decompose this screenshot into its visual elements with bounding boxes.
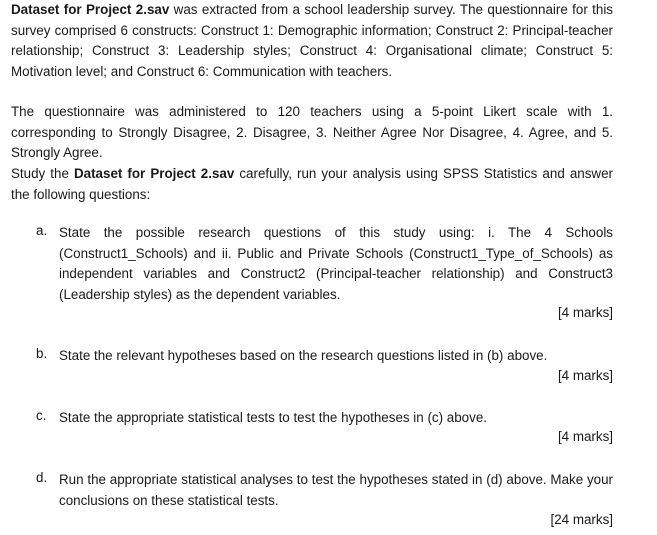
dataset-name-bold: Dataset for Project 2.sav xyxy=(11,2,170,17)
intro-paragraph xyxy=(11,0,613,82)
question-text: State the appropriate statistical tests to test the hypotheses in (c) above. xyxy=(59,410,487,425)
question-letter: a. xyxy=(36,223,48,238)
question-text: Run the appropriate statistical analyses to test the hypotheses stated in (d) above. Make your conclusions on these statistical tests. xyxy=(59,472,613,508)
study-instructions xyxy=(11,164,613,205)
question-letter: b. xyxy=(36,346,48,361)
question-text: State the possible research questions of this study using: i. The 4 Schools (Construct1_Schools) and ii. Public and Private Schools (Construct1_Type_of_Schools) as independent variables and Construct2 (Principal-teacher relationship) and Construct3 (Leadership styles) as the dependent variables. xyxy=(59,225,613,302)
question-a xyxy=(36,223,613,313)
study-post: carefully, run your analysis using SPSS Statistics and answer the following questions: xyxy=(11,166,613,202)
question-text: State the relevant hypotheses based on the research questions listed in (b) above. xyxy=(59,348,548,363)
likert-text: The questionnaire was administered to 120 teachers using a 5-point Likert scale with 1. corresponding to Strongly Disagree, 2. Disagree, 3. Neither Agree Nor Disagree, 4. Agree, and 5. Strongly Agree. xyxy=(11,104,613,160)
question-c-marks: [4 marks] xyxy=(557,429,613,444)
question-c xyxy=(36,408,613,430)
question-b xyxy=(36,346,613,368)
question-d-marks: [24 marks] xyxy=(550,512,613,527)
question-letter: d. xyxy=(36,470,48,485)
study-pre: Study the xyxy=(11,166,74,181)
question-d xyxy=(36,470,613,512)
study-dataset-bold: Dataset for Project 2.sav xyxy=(73,166,235,181)
intro-text: was extracted from a school leadership survey. The questionnaire for this survey comprised 6 constructs: Construct 1: Demographic information; Construct 2: Principal-teacher relationship; Construct 3: Leadership styles; Construct 4: Organisational climate; Construct 5: Motivation level; and Construct 6: Communication with teachers. xyxy=(11,2,614,79)
question-b-marks: [4 marks] xyxy=(557,368,613,383)
question-a-marks: [4 marks] xyxy=(557,305,613,320)
question-letter: c. xyxy=(36,408,47,423)
likert-paragraph xyxy=(11,102,613,164)
